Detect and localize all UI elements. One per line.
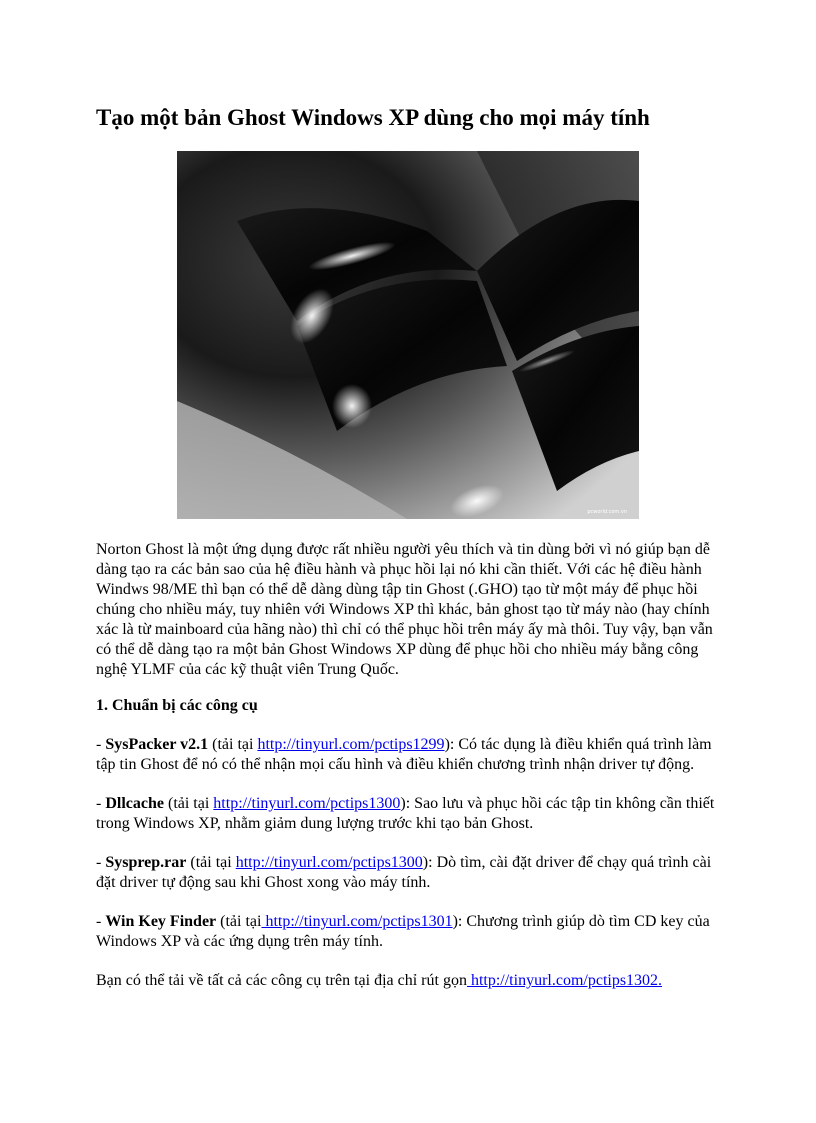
tool-item-syspacker: - SysPacker v2.1 (tải tại http://tinyurl.com/pctips1299): Có tác dụng là điều khiển quá trình làm tập tin Ghost để nó có thể nhận mọi cấu hình và điều khiển chương trình nhận driver tự động. bbox=[96, 736, 712, 773]
tool-item-dllcache: - Dllcache (tải tại http://tinyurl.com/pctips1300): Sao lưu và phục hồi các tập tin không cần thiết trong Windows XP, nhằm giảm dung lượng trước khi tạo bản Ghost. bbox=[96, 795, 715, 832]
tool-name: Win Key Finder bbox=[105, 913, 217, 930]
tool-name: SysPacker v2.1 bbox=[105, 736, 209, 753]
intro-paragraph: Norton Ghost là một ứng dụng được rất nhiều người yêu thích và tin dùng bởi vì nó giúp bạn dễ dàng tạo ra các bản sao của hệ điều hành và phục hồi lại nó khi cần thiết. Với các hệ điều hành Windws 98/ME thì bạn có thể dễ dàng dùng tập tin Ghost (.GHO) tạo từ một máy để phục hồi chúng cho nhiều máy, tuy nhiên với Windows XP thì khác, bản ghost tạo từ máy nào (hay chính xác là từ mainboard của hãng nào) thì chỉ có thể phục hồi trên máy ấy mà thôi. Tuy vậy, bạn vẫn có thể dễ dàng tạo ra một bản Ghost Windows XP dùng để phục hồi cho nhiều máy bằng công nghệ YLMF của các kỹ thuật viên Trung Quốc. bbox=[96, 541, 713, 678]
section-heading: 1. Chuẩn bị các công cụ bbox=[96, 697, 258, 714]
tool-link[interactable]: http://tinyurl.com/pctips1301 bbox=[261, 913, 453, 930]
image-watermark: pcworld.com.vn bbox=[587, 509, 627, 515]
tool-link[interactable]: http://tinyurl.com/pctips1299 bbox=[257, 736, 445, 753]
tool-name: Dllcache bbox=[105, 795, 164, 812]
closing-paragraph: Bạn có thể tải về tất cả các công cụ trên tại địa chỉ rút gọn http://tinyurl.com/pctips1302. bbox=[96, 972, 663, 989]
windows-logo-image bbox=[177, 151, 639, 519]
page-title: Tạo một bản Ghost Windows XP dùng cho mọi máy tính bbox=[96, 105, 650, 130]
tool-item-win-key-finder: - Win Key Finder (tải tại http://tinyurl.com/pctips1301): Chương trình giúp dò tìm CD key của Windows XP và các ứng dụng trên máy tính. bbox=[96, 913, 710, 950]
tool-link[interactable]: http://tinyurl.com/pctips1300 bbox=[213, 795, 401, 812]
tool-link[interactable]: http://tinyurl.com/pctips1300 bbox=[235, 854, 423, 871]
tool-name: Sysprep.rar bbox=[105, 854, 187, 871]
tool-item-sysprep: - Sysprep.rar (tải tại http://tinyurl.com/pctips1300): Dò tìm, cài đặt driver để chạy quá trình cài đặt driver tự động sau khi Ghost xong vào máy tính. bbox=[96, 854, 712, 891]
closing-link[interactable]: http://tinyurl.com/pctips1302. bbox=[466, 972, 663, 989]
